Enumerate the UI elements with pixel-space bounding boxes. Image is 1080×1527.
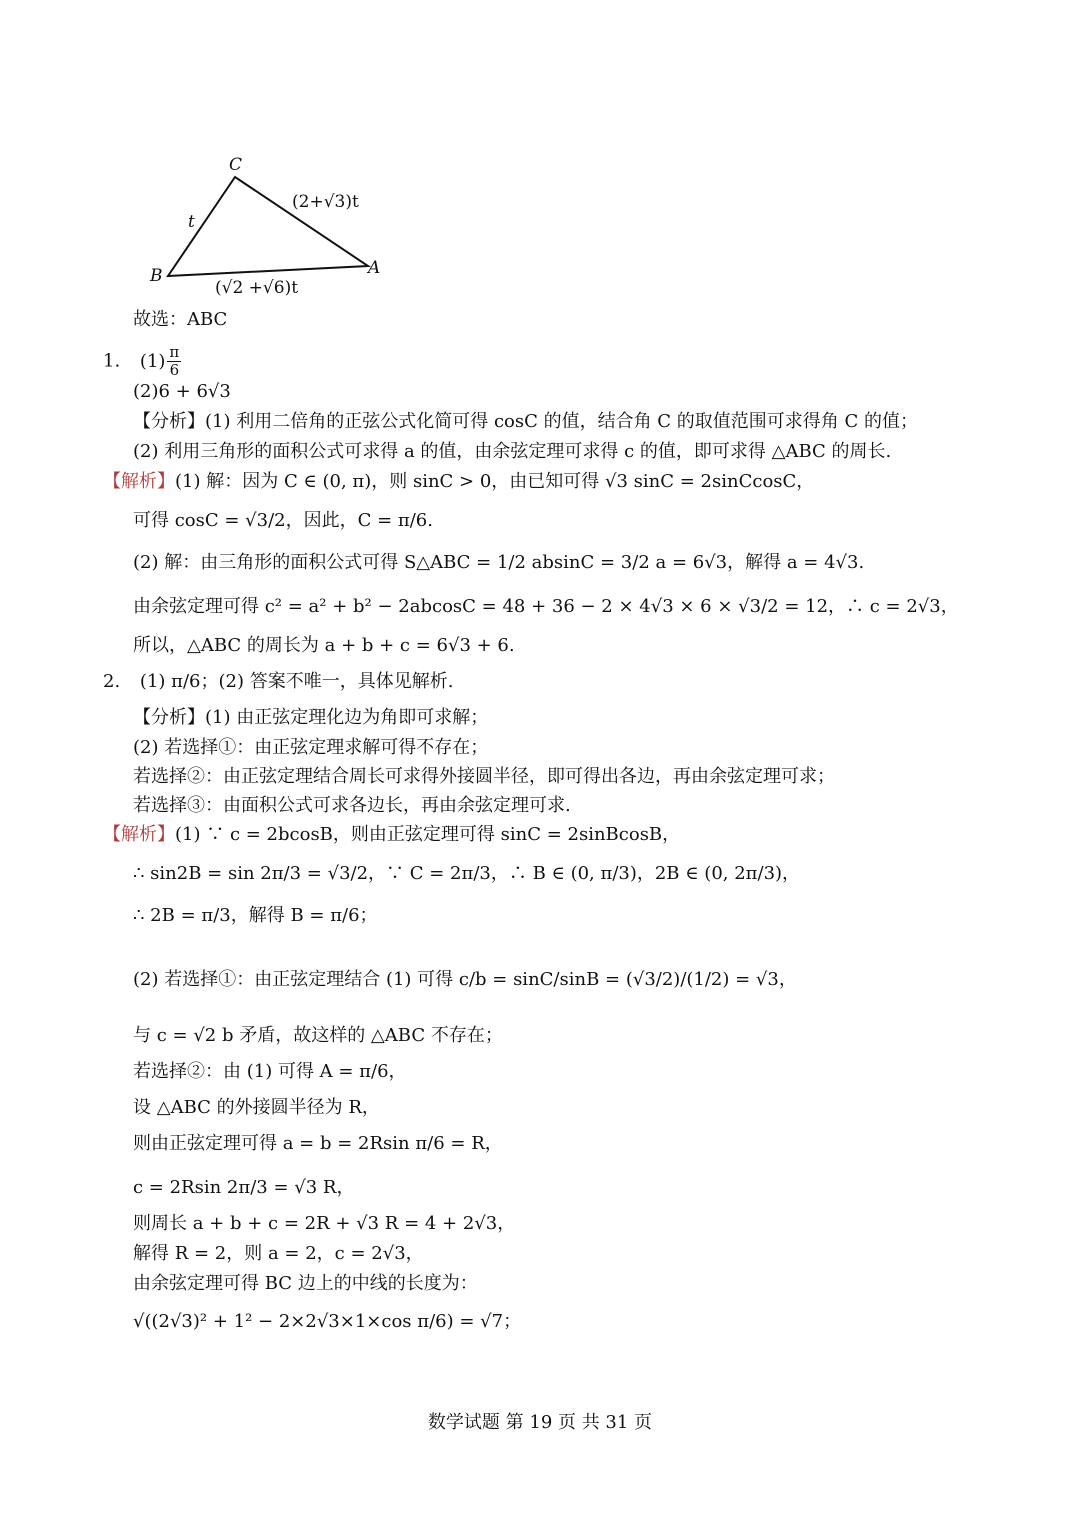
q1-solution-line-1	[103, 470, 814, 494]
q1-answer-2: (2)6 + 6√3	[133, 381, 231, 402]
q2-solution-line-13: √((2√3)² + 1² − 2×2√3×1×cos π/6) = √7；	[133, 1311, 522, 1332]
solution-tag: 【解析】	[103, 824, 175, 845]
vertex-b-label: B	[150, 266, 163, 286]
analysis-tag: 【分析】	[133, 411, 205, 432]
q2-analysis-line-1	[133, 706, 488, 730]
q1-solution-line-5: 所以，△ABC 的周长为 a + b + c = 6√3 + 6.	[133, 635, 515, 656]
side-ab-label: (√2 +√6)t	[215, 278, 299, 298]
q2-solution-line-11: 解得 R = 2，则 a = 2，c = 2√3，	[133, 1243, 424, 1264]
side-ca-label: (2+√3)t	[292, 192, 359, 212]
q1-part1-fraction	[167, 344, 181, 379]
side-bc-label: t	[188, 212, 195, 232]
q2-solution-line-5: 与 c = √2 b 矛盾，故这样的 △ABC 不存在；	[133, 1025, 503, 1046]
frac-numerator: π	[169, 343, 180, 361]
frac-denominator: 6	[169, 361, 180, 379]
solution-text: (1) 解：因为 C ∈ (0, π)，则 sinC > 0，由已知可得 √3 sinC = 2sinCcosC，	[175, 471, 815, 492]
q2-solution-line-7: 设 △ABC 的外接圆半径为 R，	[133, 1097, 380, 1118]
analysis-tag: 【分析】	[133, 707, 205, 728]
q1-part1-label: (1)	[139, 350, 166, 372]
analysis-text: (1) 由正弦定理化边为角即可求解；	[205, 707, 489, 728]
prev-answer: 故选：ABC	[133, 309, 228, 330]
q2-answer-text: (1) π/6；(2) 答案不唯一，具体见解析.	[139, 671, 454, 692]
q2-solution-line-12: 由余弦定理可得 BC 边上的中线的长度为：	[133, 1273, 478, 1294]
q1-analysis-line-2: (2) 利用三角形的面积公式可求得 a 的值，由余弦定理可求得 c 的值，即可求得 △ABC 的周长.	[133, 441, 892, 462]
q1-solution-line-4: 由余弦定理可得 c² = a² + b² − 2abcosC = 48 + 36 − 2 × 4√3 × 6 × √3/2 = 12，∴ c = 2√3，	[133, 596, 959, 617]
page-footer: 数学试题 第 19 页 共 31 页	[427, 1412, 653, 1433]
q2-solution-line-2: ∴ sin2B = sin 2π/3 = √3/2，∵ C = 2π/3，∴ B ∈ (0, π/3)，2B ∈ (0, 2π/3)，	[133, 863, 801, 884]
q1-analysis-line-1	[133, 410, 918, 434]
q1-answer-1	[103, 344, 183, 379]
q2-solution-line-3: ∴ 2B = π/3，解得 B = π/6；	[133, 905, 378, 926]
q1-number: 1.	[103, 350, 121, 372]
q2-solution-line-6: 若选择②：由 (1) 可得 A = π/6，	[133, 1061, 407, 1082]
q2-solution-line-10: 则周长 a + b + c = 2R + √3 R = 4 + 2√3，	[133, 1213, 516, 1234]
q1-solution-line-3: (2) 解：由三角形的面积公式可得 S△ABC = 1/2 absinC = 3/2 a = 6√3，解得 a = 4√3.	[133, 552, 865, 573]
q2-number: 2.	[103, 671, 121, 692]
q2-answer	[103, 670, 453, 694]
q2-analysis-line-3: 若选择②：由正弦定理结合周长可求得外接圆半径，即可得出各边，再由余弦定理可求；	[133, 766, 835, 787]
q2-solution-line-1	[103, 823, 680, 847]
q1-solution-line-2: 可得 cosC = √3/2，因此，C = π/6.	[133, 510, 433, 531]
q2-analysis-line-4: 若选择③：由面积公式可求各边长，再由余弦定理可求.	[133, 795, 571, 816]
q2-analysis-line-2: (2) 若选择①：由正弦定理求解可得不存在；	[133, 737, 489, 758]
analysis-text: (1) 利用二倍角的正弦公式化简可得 cosC 的值，结合角 C 的取值范围可求得角 C 的值；	[205, 411, 919, 432]
q2-solution-line-8: 则由正弦定理可得 a = b = 2Rsin π/6 = R，	[133, 1133, 503, 1154]
q2-solution-line-4: (2) 若选择①：由正弦定理结合 (1) 可得 c/b = sinC/sinB = (√3/2)/(1/2) = √3，	[133, 969, 797, 990]
vertex-a-label: A	[368, 258, 381, 278]
q2-solution-line-9: c = 2Rsin 2π/3 = √3 R，	[133, 1177, 355, 1198]
vertex-c-label: C	[229, 155, 243, 175]
solution-tag: 【解析】	[103, 471, 175, 492]
solution-text: (1) ∵ c = 2bcosB，则由正弦定理可得 sinC = 2sinBcosB，	[175, 824, 681, 845]
